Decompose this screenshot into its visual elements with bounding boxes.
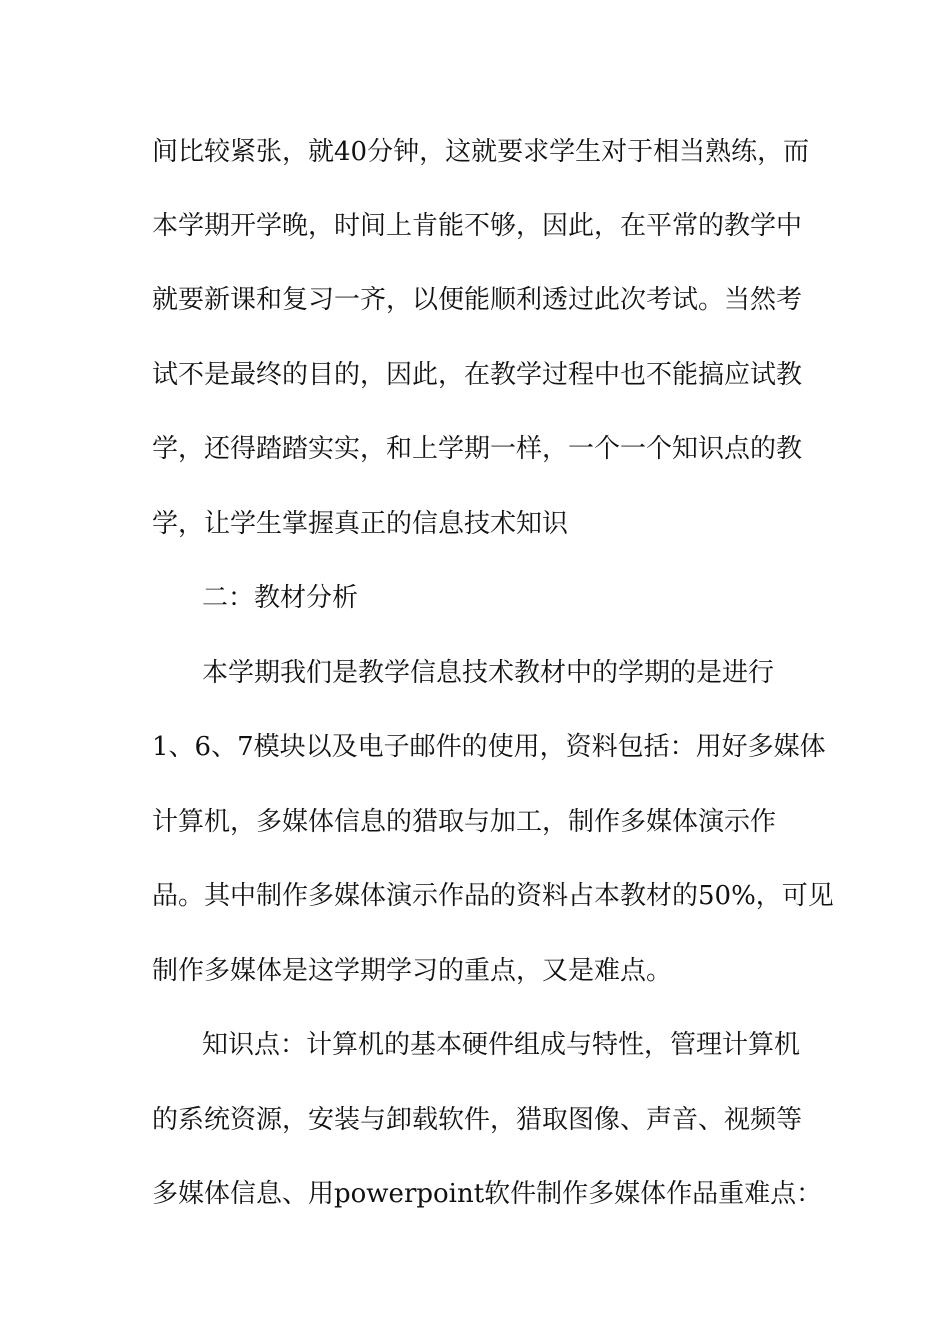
text-line: 计算机，多媒体信息的猎取与加工，制作多媒体演示作 [152,807,777,837]
text-line: 本学期我们是教学信息技术教材中的学期的是进行 [202,658,775,688]
section-heading: 二：教材分析 [202,583,359,613]
text-line: 知识点：计算机的基本硬件组成与特性，管理计算机 [202,1030,801,1060]
text-line: 品。其中制作多媒体演示作品的资料占本教材的50%，可见 [152,881,834,911]
text-line: 的系统资源，安装与卸载软件，猎取图像、声音、视频等 [152,1105,803,1135]
text-line: 本学期开学晚，时间上肯能不够，因此，在平常的教学中 [152,211,803,241]
text-line: 试不是最终的目的，因此，在教学过程中也不能搞应试教 [152,360,803,390]
text-line: 就要新课和复习一齐，以便能顺利透过此次考试。当然考 [152,285,803,315]
text-line: 制作多媒体是这学期学习的重点，又是难点。 [152,956,673,986]
text-line: 多媒体信息、用powerpoint软件制作多媒体作品重难点： [152,1179,823,1209]
text-line: 间比较紧张，就40分钟，这就要求学生对于相当熟练，而 [152,137,810,167]
text-line: 1、6、7模块以及电子邮件的使用，资料包括：用好多媒体 [152,732,826,762]
text-line: 学，让学生掌握真正的信息技术知识 [152,509,569,539]
text-line: 学，还得踏踏实实，和上学期一样，一个一个知识点的教 [152,434,803,464]
